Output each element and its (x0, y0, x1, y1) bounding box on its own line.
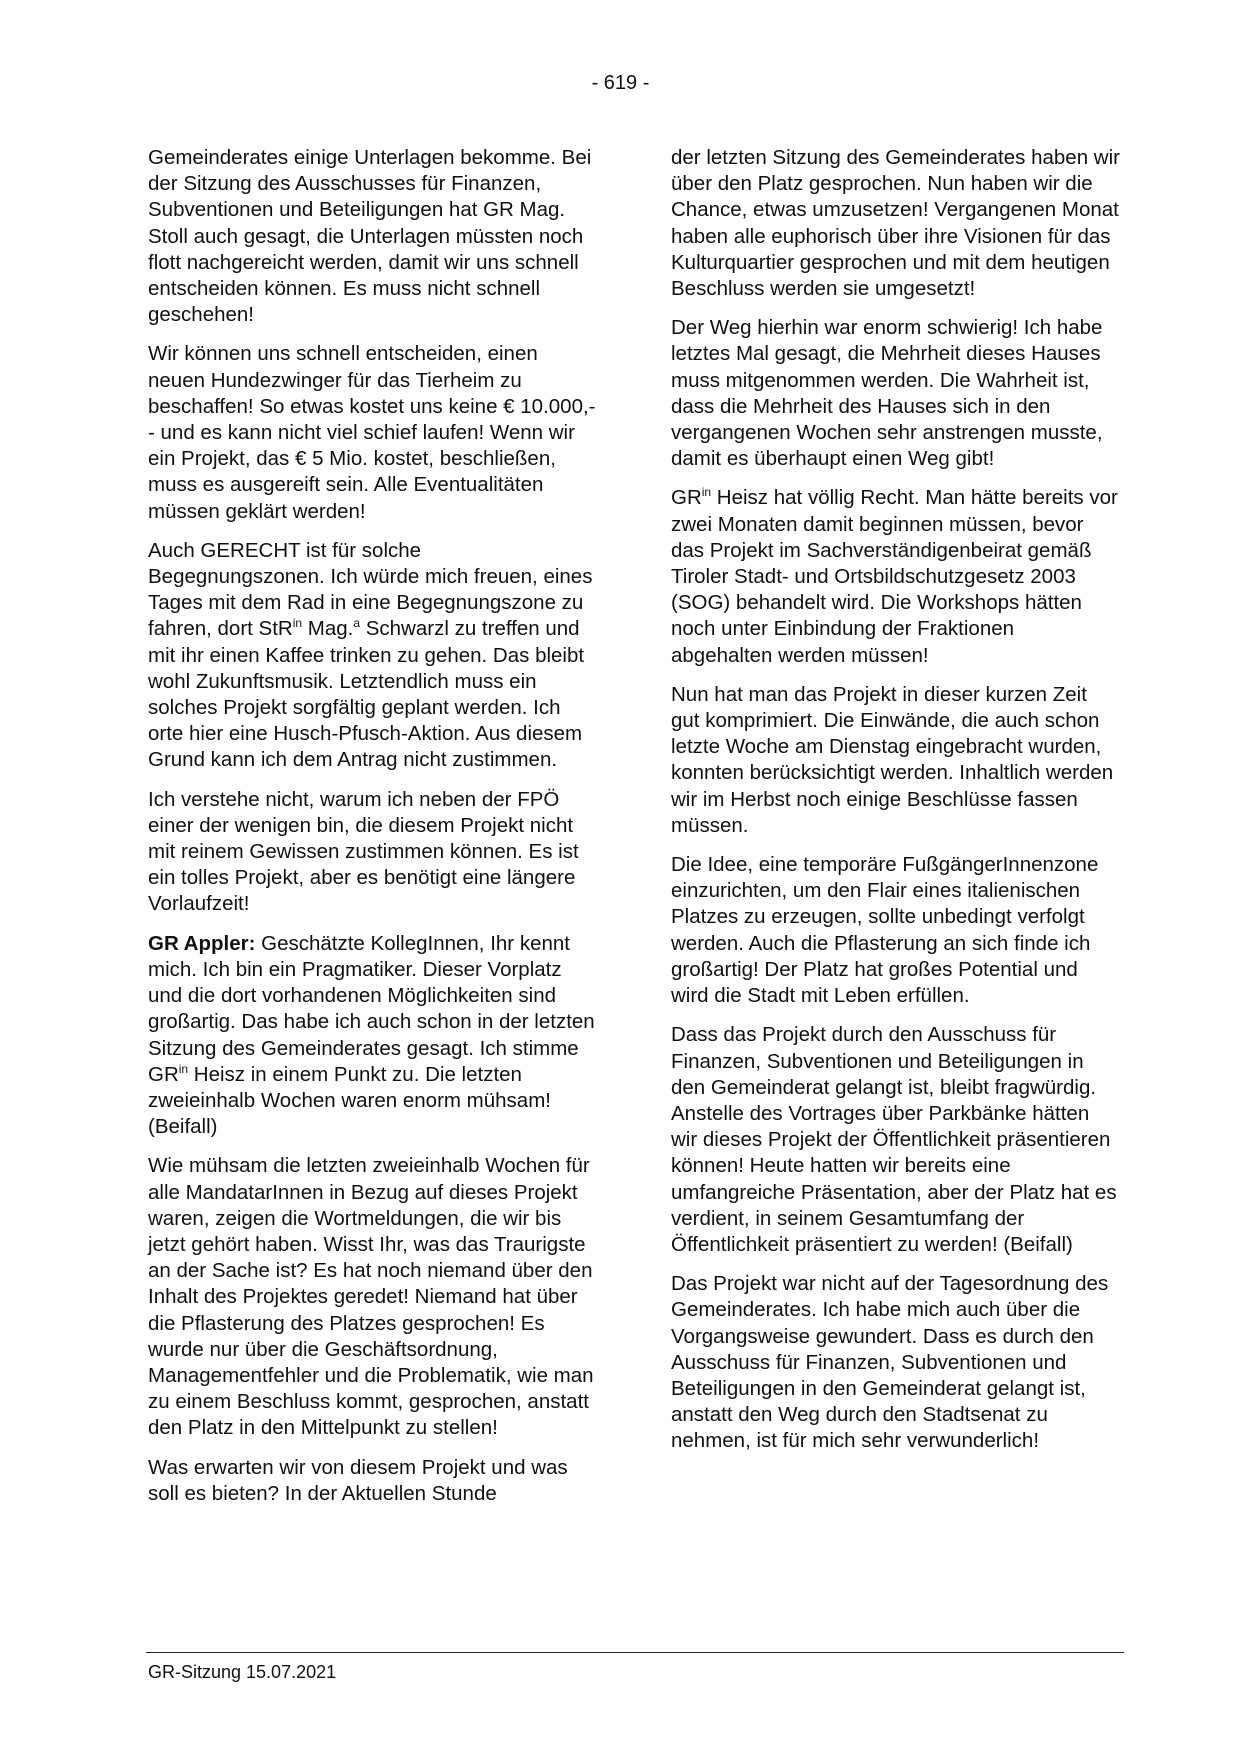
paragraph: Ich verstehe nicht, warum ich neben der FPÖ einer der wenigen bin, die diesem Projekt nicht mit reinem Gewissen zustimmen können. Es ist ein tolles Projekt, aber es benötigt eine längere Vorlaufzeit! (148, 787, 579, 916)
paragraph: Der Weg hierhin war enorm schwierig! Ich habe letztes Mal gesagt, die Mehrheit dieses Hauses muss mitgenommen werden. Die Wahrheit ist, dass die Mehrheit des Hauses sich in den vergangenen Wochen sehr anstrengen musste, damit es überhaupt einen Weg gibt! (671, 316, 1103, 471)
superscript: in (701, 485, 712, 500)
paragraph: Dass das Projekt durch den Ausschuss für Finanzen, Subventionen und Beteiligungen in den Gemeinderat gelangt ist, bleibt fragwürdig. Anstelle des Vortrages über Parkbänke hätten wir dieses Projekt der Öffentlichkeit präsentieren können! Heute hatten wir bereits eine umfangreiche Präsentation, aber der Platz hat es verdient, in seinem Gesamtumfang der Öffentlichkeit präsentiert zu werden! (Beifall) (671, 1023, 1117, 1256)
paragraph: Was erwarten wir von diesem Projekt und was soll es bieten? In der Aktuellen Stunde (148, 1455, 568, 1505)
superscript: a (353, 616, 361, 631)
paragraph: Nun hat man das Projekt in dieser kurzen Zeit gut komprimiert. Die Einwände, die auch schon letzte Woche am Dienstag eingebracht wurden, konnten berücksichtigt werden. Inhaltlich werden wir im Herbst noch einige Beschlüsse fassen müssen. (671, 682, 1114, 837)
text-run: Heisz hat völlig Recht. Man hätte bereits vor zwei Monaten damit beginnen müssen, bevor das Projekt im Sachverständigenbeirat gemäß Tiroler Stadt- und Ortsbildschutzgesetz 2003 (SOG) behandelt wird. Die Workshops hätten noch unter Einbindung der Fraktionen abgehalten werden müssen! (671, 486, 1118, 667)
text-run: Mag. (302, 617, 354, 641)
paragraph: Das Projekt war nicht auf der Tagesordnung des Gemeinderates. Ich habe mich auch über die Vorgangsweise gewundert. Dass es durch den Ausschuss für Finanzen, Subventionen und Beteiligungen in den Gemeinderat gelangt ist, anstatt den Weg durch den Stadtsenat zu nehmen, ist für mich sehr verwunderlich! (671, 1272, 1109, 1453)
text-run: GR (671, 486, 702, 510)
footer-session-label: GR-Sitzung 15.07.2021 (148, 1662, 337, 1682)
text-run: Geschätzte KollegInnen, Ihr kennt mich. Ich bin ein Pragmatiker. Dieser Vorplatz und die dort vorhandenen Möglichkeiten sind großartig. Das habe ich auch schon in der letzten Sitzung des Gemeinderates gesagt. Ich stimme GR (148, 931, 595, 1086)
superscript: in (292, 616, 303, 631)
paragraph: der letzten Sitzung des Gemeinderates haben wir über den Platz gesprochen. Nun haben wir die Chance, etwas umzusetzen! Vergangenen Monat haben alle euphorisch über ihre Visionen für das Kulturquartier gesprochen und mit dem heutigen Beschluss werden sie umgesetzt! (671, 146, 1120, 301)
paragraph: Wir können uns schnell entscheiden, einen neuen Hundezwinger für das Tierheim zu beschaffen! So etwas kostet uns keine € 10.000,-- und es kann nicht viel schief laufen! Wenn wir ein Projekt, das € 5 Mio. kostet, beschließen, muss es ausgereift sein. Alle Eventualitäten müssen geklärt werden! (148, 342, 596, 523)
page-number: - 619 - (591, 72, 650, 94)
superscript: in (178, 1061, 189, 1076)
paragraph: Die Idee, eine temporäre FußgängerInnenzone einzurichten, um den Flair eines italienischen Platzes zu erzeugen, sollte unbedingt verfolgt werden. Auch die Pflasterung an sich finde ich großartig! Der Platz hat großes Potential und wird die Stadt mit Leben erfüllen. (671, 853, 1099, 1008)
text-run: Auch GERECHT ist für solche Begegnungszonen. Ich würde mich freuen, eines Tages mit dem Rad in eine Begegnungszone zu fahren, dort StR (148, 538, 593, 641)
text-run: Heisz in einem Punkt zu. Die letzten zweieinhalb Wochen waren enorm mühsam! (Beifall) (148, 1062, 551, 1139)
paragraph (148, 538, 598, 774)
text-run: Schwarzl zu treffen und mit ihr einen Kaffee trinken zu gehen. Das bleibt wohl Zukunftsmusik. Letztendlich muss ein solches Projekt sorgfältig geplant werden. Ich orte hier eine Husch-Pfusch-Aktion. Aus diesem Grund kann ich dem Antrag nicht zustimmen. (148, 617, 585, 772)
paragraph: Gemeinderates einige Unterlagen bekomme. Bei der Sitzung des Ausschusses für Finanzen, Subventionen und Beteiligungen hat GR Mag. Stoll auch gesagt, die Unterlagen müssten noch flott nachgereicht werden, damit wir uns schnell entscheiden können. Es muss nicht schnell geschehen! (148, 146, 592, 327)
speaker-name: GR Appler: (148, 931, 256, 955)
footer-divider (146, 1652, 1124, 1653)
right-column (671, 145, 1121, 1468)
paragraph (671, 485, 1121, 668)
paragraph: Wie mühsam die letzten zweieinhalb Wochen für alle MandatarInnen in Bezug auf dieses Projekt waren, zeigen die Wortmeldungen, die wir bis jetzt gehört haben. Wisst Ihr, was das Traurigste an der Sache ist? Es hat noch niemand über den Inhalt des Projektes geredet! Niemand hat über die Pflasterung des Platzes gesprochen! Es wurde nur über die Geschäftsordnung, Managementfehler und die Problematik, wie man zu einem Beschluss kommt, gesprochen, anstatt den Platz in den Mittelpunkt zu stellen! (148, 1154, 594, 1440)
left-column (148, 145, 598, 1520)
paragraph (148, 931, 598, 1141)
